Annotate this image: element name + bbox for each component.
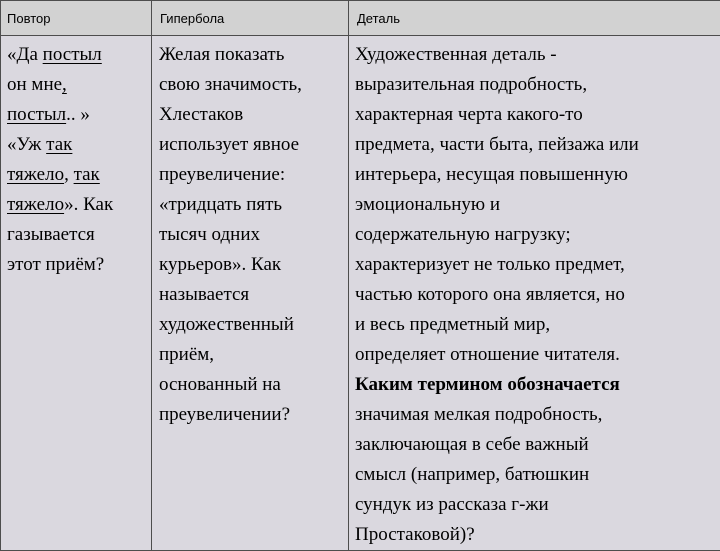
- col2-text-line: преувеличении?: [159, 400, 346, 430]
- col2-text-line: Хлестаков: [159, 100, 346, 130]
- col3-text-segment: смысл (например, батюшкин: [355, 464, 589, 485]
- col1-text-line: [7, 100, 149, 130]
- col3-text-line: [355, 160, 720, 190]
- col3-text-line: [355, 130, 720, 160]
- col1-text-line: [7, 220, 149, 250]
- col2-text-line: художественный: [159, 310, 346, 340]
- col1-text-line: [7, 130, 149, 160]
- col2-text-line: свою значимость,: [159, 70, 346, 100]
- col1-text-segment: .. »: [66, 104, 90, 125]
- col3-text-segment: характеризует не только предмет,: [355, 254, 625, 275]
- col1-text-line: [7, 40, 149, 70]
- col3-text-segment: предмета, части быта, пейзажа или: [355, 134, 639, 155]
- col1-text-segment: тяжело: [7, 194, 64, 215]
- header-cell-detail: Деталь: [349, 1, 720, 36]
- col2-text-line: приём,: [159, 340, 346, 370]
- repetition-question-cell: [1, 36, 152, 551]
- col3-text-segment: и весь предметный мир,: [355, 314, 550, 335]
- col3-text-segment: частью которого она является, но: [355, 284, 625, 305]
- header-row: [1, 1, 720, 36]
- col1-text-line: [7, 70, 149, 100]
- col3-text-segment: интерьера, несущая повышенную: [355, 164, 628, 185]
- col2-text-line: основанный на: [159, 370, 346, 400]
- col3-text-line: [355, 220, 720, 250]
- col3-text-line: [355, 340, 720, 370]
- col1-text-segment: «Уж: [7, 134, 46, 155]
- col2-text-line: преувеличение:: [159, 160, 346, 190]
- col1-text-segment: «Да: [7, 44, 43, 65]
- col1-text-segment: тяжело: [7, 164, 64, 185]
- col3-text-segment: сундук из рассказа г-жи: [355, 494, 549, 515]
- col3-text-segment: выразительная подробность,: [355, 74, 587, 95]
- col3-text-line: [355, 250, 720, 280]
- col3-text-segment: определяет отношение читателя.: [355, 344, 620, 365]
- col1-text-segment: ,: [64, 164, 74, 185]
- col2-text-line: Желая показать: [159, 40, 346, 70]
- col3-text-line: [355, 370, 720, 400]
- col2-text-line: использует явное: [159, 130, 346, 160]
- col1-text-segment: он мне: [7, 74, 62, 95]
- col3-text-line: [355, 430, 720, 460]
- content-row: [1, 36, 720, 551]
- col3-text-segment: содержательную нагрузку;: [355, 224, 571, 245]
- col2-text-line: тысяч одних: [159, 220, 346, 250]
- header-cell-hyperbole: Гипербола: [152, 1, 349, 36]
- hyperbole-question-cell: [152, 36, 349, 551]
- col2-text-line: курьеров». Как: [159, 250, 346, 280]
- col3-text-line: [355, 100, 720, 130]
- col3-text-segment: значимая мелкая подробность,: [355, 404, 602, 425]
- col1-text-line: [7, 190, 149, 220]
- col1-text-line: [7, 160, 149, 190]
- col3-text-segment: Простаковой)?: [355, 524, 475, 545]
- col3-text-line: [355, 520, 720, 550]
- col3-text-line: [355, 190, 720, 220]
- col3-text-segment: Каким термином обозначается: [355, 374, 620, 395]
- col3-text-line: [355, 70, 720, 100]
- col1-text-segment: постыл: [43, 44, 102, 65]
- col1-text-segment: ,: [62, 74, 67, 95]
- col3-text-segment: характерная черта какого-то: [355, 104, 583, 125]
- col3-text-line: [355, 460, 720, 490]
- col3-text-segment: заключающая в себе важный: [355, 434, 589, 455]
- col3-text-line: [355, 490, 720, 520]
- col3-text-line: [355, 40, 720, 70]
- col1-text-segment: газывается: [7, 224, 95, 245]
- col1-text-segment: так: [46, 134, 72, 155]
- col1-text-segment: постыл: [7, 104, 66, 125]
- header-cell-repetition: Повтор: [1, 1, 152, 36]
- detail-question-cell: [349, 36, 720, 551]
- col3-text-segment: эмоциональную и: [355, 194, 500, 215]
- col3-text-line: [355, 310, 720, 340]
- col3-text-line: [355, 280, 720, 310]
- col1-text-line: [7, 250, 149, 280]
- col1-text-segment: ». Как: [64, 194, 113, 215]
- col3-text-segment: Художественная деталь -: [355, 44, 557, 65]
- col3-text-line: [355, 400, 720, 430]
- col2-text-line: называется: [159, 280, 346, 310]
- col1-text-segment: так: [74, 164, 100, 185]
- col2-text-line: «тридцать пять: [159, 190, 346, 220]
- col1-text-segment: этот приём?: [7, 254, 104, 275]
